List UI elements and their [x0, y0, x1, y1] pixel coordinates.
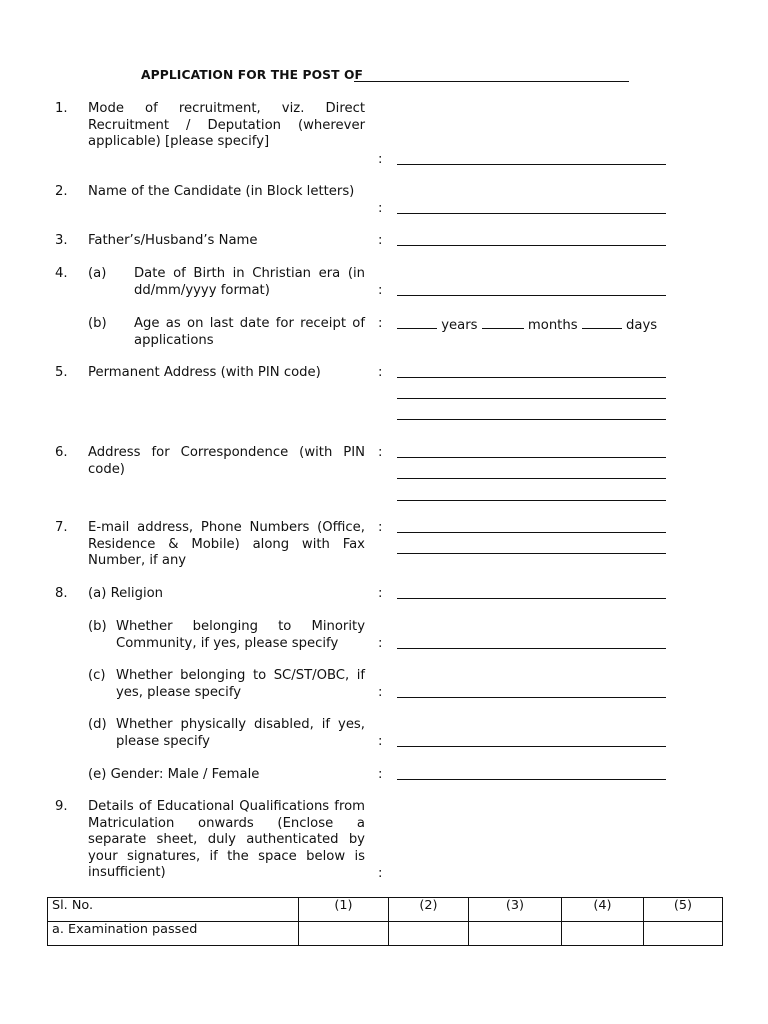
item-4b-colon: :: [378, 316, 383, 331]
age-months-label: months: [527, 318, 578, 333]
form-title: APPLICATION FOR THE POST OF: [141, 68, 364, 82]
item-9-number: 9.: [55, 799, 68, 814]
age-days-label: days: [626, 318, 658, 333]
item-1-label: Mode of recruitment, viz. Direct Recruitment / Deputation (wherever applicable) [please specify]: [88, 101, 365, 149]
table-row-label: a. Examination passed: [48, 922, 299, 946]
item-5-colon: :: [378, 365, 383, 380]
item-7-label: E-mail address, Phone Numbers (Office, Residence & Mobile) along with Fax Number, if any: [88, 520, 365, 568]
sc-st-obc-field[interactable]: [397, 697, 666, 698]
date-of-birth-field[interactable]: [397, 295, 666, 296]
table-row: [48, 922, 723, 946]
item-3-label: Father’s/Husband’s Name: [88, 233, 258, 248]
item-1-colon: :: [378, 152, 383, 167]
correspondence-address-line-2[interactable]: [397, 478, 666, 479]
item-3-colon: :: [378, 233, 383, 248]
item-8b-label: Whether belonging to Minority Community, if yes, please specify: [116, 619, 365, 651]
table-header: (4): [562, 898, 644, 922]
item-8d-colon: :: [378, 734, 383, 749]
item-8c-label: Whether belonging to SC/ST/OBC, if yes, please specify: [116, 668, 365, 700]
table-cell[interactable]: [299, 922, 389, 946]
item-4b-mark: (b): [88, 316, 107, 331]
physically-disabled-field[interactable]: [397, 746, 666, 747]
religion-field[interactable]: [397, 598, 666, 599]
item-6-label: Address for Correspondence (with PIN code): [88, 445, 365, 477]
father-husband-name-field[interactable]: [397, 245, 666, 246]
age-years-label: years: [441, 318, 478, 333]
item-8d-mark: (d): [88, 717, 107, 732]
item-9-label: Details of Educational Qualifications from Matriculation onwards (Enclose a separate sheet, duly authenticated by your signatures, if the space below is insufficient): [88, 799, 365, 880]
item-2-number: 2.: [55, 184, 68, 199]
item-3-number: 3.: [55, 233, 68, 248]
permanent-address-line-2[interactable]: [397, 398, 666, 399]
table-header-row: [48, 898, 723, 922]
permanent-address-line-3[interactable]: [397, 419, 666, 420]
contact-details-line-2[interactable]: [397, 553, 666, 554]
item-4a-colon: :: [378, 283, 383, 298]
item-8a-label: (a) Religion: [88, 586, 164, 601]
item-8b-mark: (b): [88, 619, 107, 634]
age-months-field[interactable]: [482, 316, 524, 329]
item-5-number: 5.: [55, 365, 68, 380]
table-cell[interactable]: [562, 922, 644, 946]
table-cell[interactable]: [644, 922, 723, 946]
correspondence-address-line-3[interactable]: [397, 500, 666, 501]
item-2-colon: :: [378, 201, 383, 216]
minority-community-field[interactable]: [397, 648, 666, 649]
candidate-name-field[interactable]: [397, 213, 666, 214]
table-header: (2): [389, 898, 469, 922]
item-6-colon: :: [378, 445, 383, 460]
item-2-label: Name of the Candidate (in Block letters): [88, 184, 355, 199]
education-table: [47, 897, 723, 946]
table-header: (1): [299, 898, 389, 922]
item-5-label: Permanent Address (with PIN code): [88, 365, 321, 380]
item-7-number: 7.: [55, 520, 68, 535]
recruitment-mode-field[interactable]: [397, 164, 666, 165]
item-8c-colon: :: [378, 685, 383, 700]
age-days-field[interactable]: [582, 316, 622, 329]
item-9-colon: :: [378, 866, 383, 881]
item-1-number: 1.: [55, 101, 68, 116]
correspondence-address-line-1[interactable]: [397, 457, 666, 458]
contact-details-line-1[interactable]: [397, 532, 666, 533]
item-8b-colon: :: [378, 636, 383, 651]
item-8c-mark: (c): [88, 668, 106, 683]
post-name-field[interactable]: [354, 81, 629, 82]
item-4-number: 4.: [55, 266, 68, 281]
item-8e-label: (e) Gender: Male / Female: [88, 767, 260, 782]
item-4a-label: Date of Birth in Christian era (in dd/mm/yyyy format): [134, 266, 365, 298]
age-fields: [397, 316, 657, 335]
item-4b-label: Age as on last date for receipt of applications: [134, 316, 365, 348]
table-header: Sl. No.: [48, 898, 299, 922]
item-8-number: 8.: [55, 586, 68, 601]
age-years-field[interactable]: [397, 316, 437, 329]
item-7-colon: :: [378, 520, 383, 535]
table-cell[interactable]: [469, 922, 562, 946]
item-4a-mark: (a): [88, 266, 107, 281]
gender-field[interactable]: [397, 779, 666, 780]
table-header: (5): [644, 898, 723, 922]
item-8a-colon: :: [378, 586, 383, 601]
table-header: (3): [469, 898, 562, 922]
item-8d-label: Whether physically disabled, if yes, please specify: [116, 717, 365, 749]
item-6-number: 6.: [55, 445, 68, 460]
item-8e-colon: :: [378, 767, 383, 782]
permanent-address-line-1[interactable]: [397, 377, 666, 378]
table-cell[interactable]: [389, 922, 469, 946]
